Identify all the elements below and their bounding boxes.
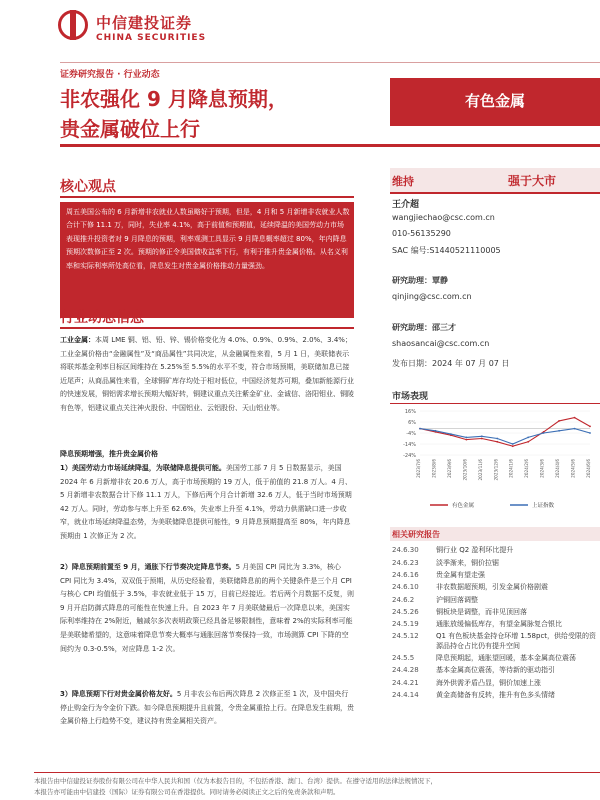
related-report-date: 24.4.21: [392, 678, 419, 687]
series-point-index: [481, 435, 483, 437]
assistant-1-email[interactable]: qinjing@csc.com.cn: [392, 292, 472, 301]
related-report-title[interactable]: 淡季渐来，铜价拉锯: [436, 558, 499, 567]
subsection-heading: 降息预期增强，推升贵金属价格: [60, 450, 158, 458]
industry-metals-paragraph: [60, 334, 354, 416]
assistant-1-name: 覃静: [432, 276, 448, 285]
x-tick-label: 2023/11/6: [477, 459, 483, 481]
assistant-2-label: 研究助理：: [392, 323, 432, 332]
series-point-nonferrous: [574, 417, 576, 419]
related-report-row[interactable]: [390, 690, 600, 702]
title-line-2: 贵金属破位上行: [60, 117, 200, 141]
point-1-paragraph: [60, 462, 354, 544]
core-heading: 核心观点: [60, 179, 116, 195]
report-type: 证券研究报告 · 行业动态: [60, 70, 160, 80]
rating-rule: [390, 192, 600, 194]
series-point-index: [543, 432, 545, 434]
publish-date-label: 发布日期：: [392, 359, 432, 368]
related-report-title[interactable]: 沪铜回落调整: [436, 595, 478, 604]
legend-label-nonferrous: 有色金属: [452, 503, 475, 509]
x-tick-label: 2023/12/6: [493, 459, 499, 481]
related-report-title[interactable]: 通胀放缓偏低库存，有望金属脉复合银比: [436, 620, 562, 629]
related-report-title[interactable]: Q1 有色板块基金持仓环增 1.58pct，供给受限的资源品持仓占比仍有提升空间: [436, 632, 597, 650]
related-report-date: 24.5.12: [392, 632, 419, 641]
legend-label-index: 上证指数: [532, 503, 555, 509]
y-tick-label: -4%: [406, 431, 416, 437]
related-report-title[interactable]: 降息预期起，通胀望回暖，基本金属高位震荡: [436, 654, 576, 663]
page-title: [60, 84, 360, 144]
publish-date: [392, 358, 509, 369]
publish-date-value: 2024 年 07 月 07 日: [432, 359, 510, 368]
related-report-date: 24.5.5: [392, 654, 415, 663]
related-report-row[interactable]: [390, 619, 600, 631]
assistant-1: [392, 275, 448, 286]
series-point-index: [496, 438, 498, 440]
related-report-date: 24.6.30: [392, 546, 419, 555]
series-point-index: [419, 428, 421, 430]
series-point-nonferrous: [465, 439, 467, 441]
related-report-title[interactable]: 非农数据超预期，引发金属价格剧震: [436, 583, 548, 592]
series-point-index: [558, 430, 560, 432]
market-rule: [390, 403, 600, 404]
related-report-row[interactable]: [390, 665, 600, 677]
header-divider: [60, 62, 600, 63]
series-point-index: [589, 432, 591, 434]
y-tick-label: 16%: [404, 409, 416, 415]
assistant-2-name: 邵三才: [432, 323, 456, 332]
series-point-index: [512, 443, 514, 445]
related-report-row[interactable]: [390, 606, 600, 618]
related-report-title[interactable]: 铜行业 Q2 盈利环比提升: [436, 546, 514, 555]
analyst-sac: SAC 编号:S1440521110005: [392, 246, 501, 255]
disclaimer-line-1: 本报告由中信建投证券股份有限公司在中华人民共和国（仅为本报告目的，不包括香港、澳门、台湾）提供。在遵守适用的法律法规情况下，: [34, 777, 437, 785]
related-report-row[interactable]: [390, 582, 600, 594]
related-report-row[interactable]: [390, 653, 600, 665]
logo-text-en: CHINA SECURITIES: [96, 33, 207, 43]
series-point-index: [527, 437, 529, 439]
market-heading: 市场表现: [392, 392, 429, 402]
series-point-index: [465, 437, 467, 439]
title-line-1: 非农强化 9 月降息预期，: [60, 87, 288, 111]
y-tick-label: 6%: [408, 420, 416, 426]
series-point-nonferrous: [496, 441, 498, 443]
related-report-title[interactable]: 贵金属有望走强: [436, 570, 485, 579]
core-summary-text: 周五美国公布的 6 月新增非农就业人数虽略好于预期，但是，4 月和 5 月新增非农就业人数合计下修 11.1 万，同时，失业率 4.1%，高于前值和预期值，延续降温的美国劳动力市场表现推升投资者对 9 月降息的预期，利率观测工具显示 9 月降息概率超过 80%，年内降息预期次数修正至 2 次。预期的修正令美国债收益率下行，有利于推升贵金属价格。从名义利率和实际利率所处高位看，降息发生对贵金属价格推动力量强劲。: [66, 208, 350, 270]
y-tick-label: -14%: [403, 442, 416, 448]
x-tick-label: 2023/8/6: [431, 459, 437, 478]
related-report-row[interactable]: [390, 631, 600, 653]
series-point-index: [435, 430, 437, 432]
related-heading: 相关研究报告: [392, 530, 440, 539]
point-1-text: 美国劳工部 7 月 5 日数据显示，美国 2024 年 6 月新增非农 20.6 万人，高于市场预期的 19 万人，低于前值的 21.8 万人。4 月、5 月新增非农数据合计下修 11.1 万人，下修后两个月合计新增 32.6 万人，低于当时市场预期 42 万人。同时，劳动参与率上升至 62.6%，失业率上升至 4.1%，劳动力供需缺口进一步收窄，就业市场延续降温态势，为美联储降息提供可能性，9 月降息预期提高至 80%，年内降息预期由 1 次修正为 2 次。: [60, 464, 353, 540]
industry-metals-label: 工业金属：: [60, 336, 95, 344]
series-point-nonferrous: [527, 441, 529, 443]
series-point-nonferrous: [512, 445, 514, 447]
related-report-title[interactable]: 海外供需矛盾凸显，铜价加速上涨: [436, 678, 541, 687]
logo-icon: [58, 10, 88, 40]
related-report-date: 24.4.14: [392, 690, 419, 699]
y-tick-label: -24%: [403, 453, 416, 459]
disclaimer-line-2: 本报告亦可能由中信建投（国际）证券有限公司在香港提供。同时请务必阅读正文之后的免责条款和声明。: [34, 788, 340, 796]
x-tick-label: 2024/3/6: [539, 459, 545, 478]
related-report-date: 24.5.26: [392, 607, 419, 616]
rating-value: 强于大市: [508, 174, 557, 188]
related-report-row[interactable]: [390, 594, 600, 606]
series-point-index: [450, 433, 452, 435]
analyst-email[interactable]: wangjiechao@csc.com.cn: [392, 213, 495, 222]
title-divider: [60, 144, 600, 147]
related-report-row[interactable]: [390, 545, 600, 557]
related-report-date: 24.6.16: [392, 570, 419, 579]
point-2-label: 2）降息预期前置至 9 月，通胀下行节奏决定降息节奏。: [60, 563, 236, 571]
related-report-row[interactable]: [390, 570, 600, 582]
core-rule: [60, 196, 354, 198]
point-2-text: 5 月美国 CPI 同比为 3.3%，核心 CPI 同比为 3.4%，双双低于预期，从历史经验看，美联储降息前的两个关键条件是三个月 CPI 与核心 CPI 均值低于 3.5%，非农就业低于 15 万，目前已经接近。若后两个月数据不反复，则 9 月开启防御式降息的可能性在快速上升。自 2023 年 7 月美联储最后一次降息以来，美国实际利率维持在 2%附近，触减尔多次表明政策已经具备足够限制性，意味着 2%的实际利率可能是美联储希望的，这意味着降息节奏大概率与通胀回落节奏保持一致，市场测算 CPI 下降的空间约为 0.3-0.5%，对应降息 1-2 次。: [60, 563, 354, 653]
x-tick-label: 2023/7/6: [416, 459, 421, 478]
market-chart: [390, 405, 600, 515]
industry-rule: [60, 327, 354, 329]
industry-heading: 行业动态信息: [60, 310, 144, 326]
disclaimer: [34, 776, 594, 798]
series-line-index: [420, 429, 590, 444]
series-point-nonferrous: [481, 438, 483, 440]
related-report-row[interactable]: [390, 557, 600, 569]
x-tick-label: 2023/9/6: [446, 459, 452, 478]
industry-metals-text: 本周 LME 铜、铝、铅、锌、锡价格变化为 4.0%、0.9%、0.9%、2.0%、3.4%；工业金属价格由“金融属性”及“商品属性”共同决定，从金融属性来看，5 月 1 日，美联储表示将联邦基金利率目标区间维持在 5.25%至 5.5%的水平不变，符合市场预期，美联储加息已接近尾声；从商品属性来看，全球铜矿库存均处于相对低位，中国经济复苏可期，叠加新能源行业的快速发展，铜铝需求增长预期大幅好转，铜建议重点关注紫金矿业、金诚信、洛阳钼业、铜陵有色等，铝建议重点关注神火股份、中国铝业、云铝股份、天山铝业等。: [60, 336, 354, 412]
related-report-title[interactable]: 黄金高储备有反转，推升有色多头情绪: [436, 690, 555, 699]
related-reports-table: [390, 545, 600, 702]
analyst-name: 王介超: [392, 200, 420, 210]
analyst-phone: 010-56135290: [392, 229, 451, 238]
logo-text-cn: 中信建投证券: [96, 14, 193, 32]
x-tick-label: 2024/4/6: [555, 459, 561, 478]
assistant-1-label: 研究助理：: [392, 276, 432, 285]
related-report-date: 24.6.10: [392, 583, 419, 592]
x-tick-label: 2024/2/6: [524, 459, 530, 478]
rating-bar: [390, 168, 600, 192]
related-report-date: 24.6.23: [392, 558, 419, 567]
x-tick-label: 2023/10/6: [462, 459, 468, 481]
related-report-date: 24.6.2: [392, 595, 415, 604]
x-tick-label: 2024/6/6: [586, 459, 591, 478]
related-report-date: 24.4.28: [392, 666, 419, 675]
related-report-title[interactable]: 铜板块是调整，而非见顶回落: [436, 607, 527, 616]
series-point-nonferrous: [558, 420, 560, 422]
x-tick-label: 2024/5/6: [570, 459, 576, 478]
series-point-index: [574, 428, 576, 430]
sector-label: 有色金属: [464, 92, 525, 110]
point-2-paragraph: [60, 561, 354, 656]
point-3-paragraph: [60, 688, 354, 729]
footer-divider: [34, 772, 600, 773]
assistant-2: [392, 322, 456, 333]
x-tick-label: 2024/1/6: [508, 459, 514, 478]
point-3-label: 3）降息预期下行对贵金属价格友好。: [60, 690, 177, 698]
point-3-text: 5 月非农公布后两次降息 2 次修正至 1 次，及中国央行停止购金行为令金价下跌。如今降息预期提升且前置，令贵金属重拾上行。在降息发生前期，贵金属价格上行趋势不变，建议持有贵金属相关资产。: [60, 690, 354, 726]
point-1-label: 1）美国劳动力市场延续降温，为联储降息提供可能。: [60, 464, 226, 472]
series-point-nonferrous: [589, 426, 591, 428]
related-report-date: 24.5.19: [392, 620, 419, 629]
rating-label: 维持: [392, 175, 414, 188]
related-report-title[interactable]: 基本金属高位震荡，等待新的驱动指引: [436, 666, 555, 675]
assistant-2-email[interactable]: shaosancai@csc.com.cn: [392, 339, 490, 348]
related-report-row[interactable]: [390, 677, 600, 689]
